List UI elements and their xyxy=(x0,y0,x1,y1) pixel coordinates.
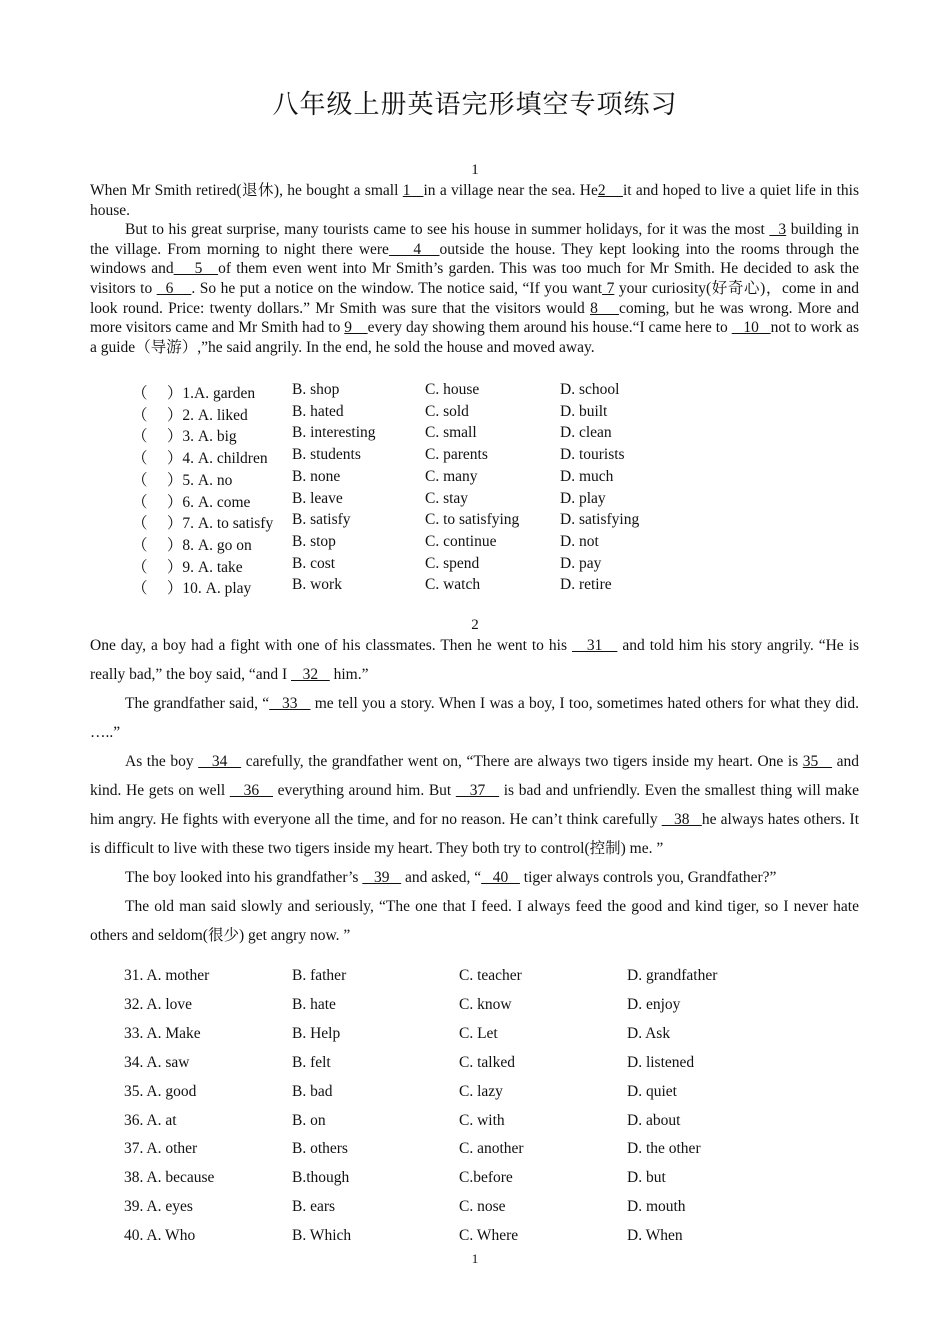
question-option-d: D. listened xyxy=(627,1053,695,1071)
question-option-d: D. grandfather xyxy=(627,967,718,984)
question-option-d: D. enjoy xyxy=(627,995,681,1013)
question-row xyxy=(0,555,950,576)
question-option-d: D. but xyxy=(627,1169,666,1187)
question-option-b: B. hate xyxy=(292,995,336,1013)
question-option-b: B. work xyxy=(292,576,342,594)
question-option-d: D. quiet xyxy=(627,1082,677,1100)
question-option-a: （ ）10. A. play xyxy=(132,580,252,598)
question-option-c: C.before xyxy=(459,1169,513,1187)
question-option-d: D. built xyxy=(560,402,608,420)
question-option-d: D. tourists xyxy=(560,446,625,464)
question-option-a: 38. A. because xyxy=(124,1169,215,1187)
question-option-d: D. the other xyxy=(627,1140,701,1158)
question-option-c: C. teacher xyxy=(459,967,522,984)
question-option-b: B. shop xyxy=(292,381,340,398)
question-row xyxy=(0,1227,950,1248)
question-option-b: B. interesting xyxy=(292,424,376,442)
question-row xyxy=(0,1054,950,1075)
question-option-d: D. clean xyxy=(560,424,612,442)
question-option-b: B. father xyxy=(292,967,347,984)
question-row xyxy=(0,576,950,597)
question-row xyxy=(0,381,950,402)
question-option-a: （ ）2. A. liked xyxy=(132,406,248,424)
question-row xyxy=(0,468,950,489)
question-option-c: C. sold xyxy=(425,402,469,420)
question-option-c: C. nose xyxy=(459,1198,506,1216)
question-option-b: B. none xyxy=(292,467,341,485)
question-option-d: D. pay xyxy=(560,554,602,572)
question-row xyxy=(0,996,950,1017)
section-2-number: 2 xyxy=(471,617,479,633)
question-option-b: B. on xyxy=(292,1111,326,1129)
question-option-a: （ ）5. A. no xyxy=(132,471,233,489)
question-option-c: C. continue xyxy=(425,532,497,550)
question-option-c: C. parents xyxy=(425,446,488,464)
question-option-b: B. bad xyxy=(292,1082,333,1100)
question-option-b: B. Which xyxy=(292,1227,352,1245)
question-row xyxy=(0,490,950,511)
question-option-a: 35. A. good xyxy=(124,1082,197,1100)
question-option-c: C. small xyxy=(425,424,477,442)
question-row xyxy=(0,967,950,988)
question-option-a: 37. A. other xyxy=(124,1140,198,1158)
question-option-a: 39. A. eyes xyxy=(124,1198,193,1216)
question-option-a: （ ）8. A. go on xyxy=(132,536,252,554)
question-row xyxy=(0,1140,950,1161)
question-option-b: B. satisfy xyxy=(292,511,351,529)
question-option-c: C. spend xyxy=(425,554,480,572)
question-option-c: C. lazy xyxy=(459,1082,503,1100)
question-option-d: D. retire xyxy=(560,576,612,594)
question-option-b: B. students xyxy=(292,446,361,464)
question-option-c: C. talked xyxy=(459,1053,515,1071)
question-option-d: D. about xyxy=(627,1111,681,1129)
question-option-a: （ ）9. A. take xyxy=(132,558,243,576)
question-option-b: B. ears xyxy=(292,1198,336,1216)
question-option-a: （ ）4. A. children xyxy=(132,450,268,468)
question-option-a: （ ）1.A. garden xyxy=(132,385,256,402)
page-title: 八年级上册英语完形填空专项练习 xyxy=(272,90,678,120)
question-option-b: B. cost xyxy=(292,554,336,572)
question-row xyxy=(0,1112,950,1133)
question-row xyxy=(0,1025,950,1046)
question-option-d: D. much xyxy=(560,467,614,485)
question-option-c: C. stay xyxy=(425,489,469,507)
question-option-d: D. play xyxy=(560,489,606,507)
page-number: 1 xyxy=(471,1251,479,1266)
question-option-b: B. felt xyxy=(292,1053,331,1071)
question-option-a: （ ）7. A. to satisfy xyxy=(132,515,274,533)
question-row xyxy=(0,1169,950,1190)
question-option-a: 31. A. mother xyxy=(124,967,210,984)
question-option-d: D. mouth xyxy=(627,1198,686,1216)
question-option-c: C. Let xyxy=(459,1024,498,1042)
section-1-number: 1 xyxy=(471,162,479,178)
question-option-b: B. stop xyxy=(292,532,336,550)
question-option-c: C. know xyxy=(459,995,512,1013)
question-option-a: 32. A. love xyxy=(124,995,193,1013)
question-row xyxy=(0,511,950,532)
question-option-a: （ ）3. A. big xyxy=(132,428,237,446)
question-option-d: D. satisfying xyxy=(560,511,640,529)
question-option-b: B. hated xyxy=(292,402,344,420)
question-option-c: C. with xyxy=(459,1111,505,1129)
question-option-a: 40. A. Who xyxy=(124,1227,196,1245)
question-row xyxy=(0,403,950,424)
question-option-b: B. leave xyxy=(292,489,343,507)
question-option-b: B.though xyxy=(292,1169,350,1187)
question-option-d: D. When xyxy=(627,1227,683,1245)
question-row xyxy=(0,1198,950,1219)
question-option-c: C. watch xyxy=(425,576,481,594)
question-option-d: D. not xyxy=(560,532,599,550)
question-row xyxy=(0,533,950,554)
question-row xyxy=(0,424,950,445)
question-option-c: C. Where xyxy=(459,1227,519,1245)
section-1-passage: When Mr Smith retired(退休), he bought a small 1 in a village near the sea. He2 it and hoped to live a quiet life in this house. But to his great surprise, many tourists came to see his house in summer holidays, for it was the most 3 building in the village. From morning to night there were 4 outside the house. They kept looking into the rooms through the windows and 5 of them even went into Mr Smith’s garden. This was too much for Mr Smith. He decided to ask the visitors to 6 . So he put a notice on the window. The notice said, “If you want 7 your curiosity(好奇心)，come in and look round. Price: twenty dollars.” Mr Smith was sure that the visitors would 8 coming, but he was wrong. More and more visitors came and Mr Smith had to 9 every day showing them around his house.“I came here to 10 not to work as a guide（导游）,”he said angrily. In the end, he sold the house and moved away. xyxy=(90,182,860,356)
question-row xyxy=(0,1083,950,1104)
question-option-c: C. to satisfying xyxy=(425,511,520,529)
question-option-c: C. many xyxy=(425,467,478,485)
question-option-d: D. school xyxy=(560,381,620,398)
question-option-a: 36. A. at xyxy=(124,1111,177,1129)
question-option-a: （ ）6. A. come xyxy=(132,493,251,511)
question-option-b: B. Help xyxy=(292,1024,341,1042)
question-option-a: 33. A. Make xyxy=(124,1024,201,1042)
question-option-a: 34. A. saw xyxy=(124,1053,190,1071)
question-row xyxy=(0,446,950,467)
question-option-c: C. another xyxy=(459,1140,524,1158)
question-option-d: D. Ask xyxy=(627,1024,671,1042)
question-option-c: C. house xyxy=(425,381,480,398)
section-2-passage: One day, a boy had a fight with one of his classmates. Then he went to his 31 and told him his story angrily. “He is really bad,” the boy said, “and I 32 him.” The grandfather said, “ 33 me tell you a story. When I was a boy, I too, sometimes hated others for what they did. …..” As the boy 34 carefully, the grandfather went on, “There are always two tigers inside my heart. One is 35 and kind. He gets on well 36 everything around him. But 37 is bad and unfriendly. Even the smallest thing will make him angry. He fights with everyone all the time, and for no reason. He can’t think carefully 38 he always hates others. It is difficult to live with these two tigers inside my heart. They both try to control(控制) me. ” The boy looked into his grandfather’s 39 and asked, “ 40 tiger always controls you, Grandfather?” The old man said slowly and seriously, “The one that I feed. I always feed the good and kind tiger, so I never hate others and seldom(很少) get angry now. ” xyxy=(90,637,860,944)
question-option-b: B. others xyxy=(292,1140,348,1158)
